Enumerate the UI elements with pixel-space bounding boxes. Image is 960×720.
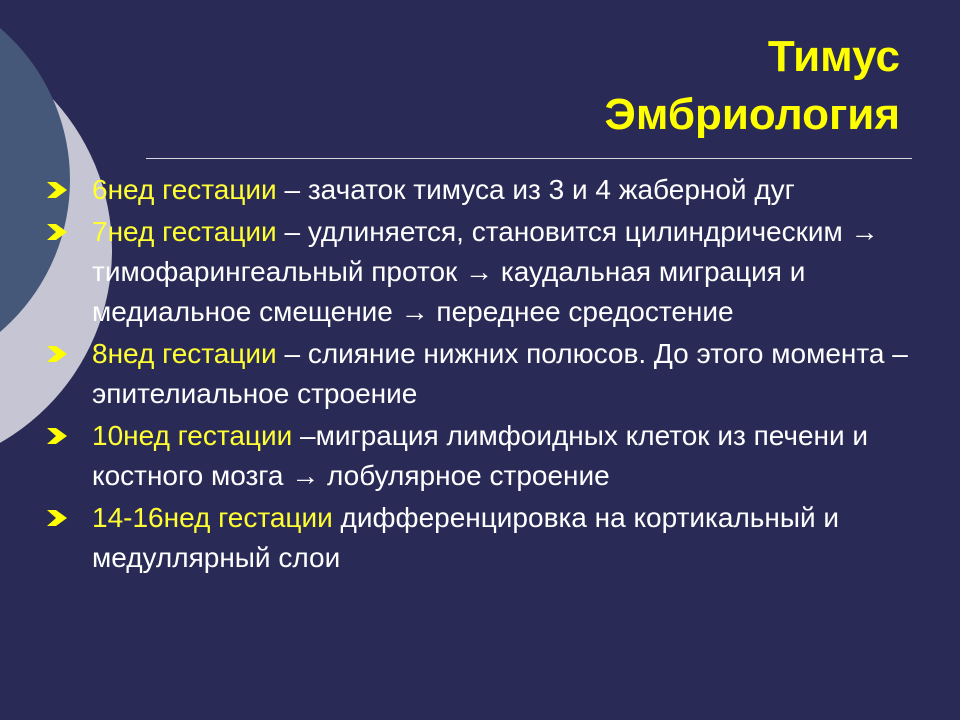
- bullet-item: [44, 212, 924, 332]
- bullet-item: [44, 334, 924, 414]
- arrowhead-check-icon: [44, 219, 70, 245]
- bullet-highlight: 8нед гестации: [92, 338, 277, 369]
- slide-title: [605, 28, 900, 144]
- bullet-text: – слияние нижних полюсов. До этого момента – эпителиальное строение: [92, 338, 908, 409]
- bullet-item: [44, 498, 924, 578]
- bullet-highlight: 14-16нед гестации: [92, 502, 333, 533]
- bullet-item: [44, 170, 924, 210]
- title-line-1: Тимус: [767, 32, 900, 81]
- arrowhead-check-icon: [44, 177, 70, 203]
- bullet-highlight: 6нед гестации: [92, 174, 277, 205]
- bullet-text: – зачаток тимуса из 3 и 4 жаберной дуг: [276, 174, 795, 205]
- title-line-2: Эмбриология: [604, 90, 900, 139]
- bullet-list: [44, 170, 924, 580]
- bullet-text: – удлиняется, становится цилиндрическим → тимофарингеальный проток → каудальная миграция и медиальное смещение → переднее средостение: [92, 216, 879, 327]
- bullet-highlight: 7нед гестации: [92, 216, 277, 247]
- bullet-highlight: 10нед гестации: [92, 420, 293, 451]
- title-divider: [146, 158, 912, 159]
- arrowhead-check-icon: [44, 505, 70, 531]
- bullet-text: –миграция лимфоидных клеток из печени и костного мозга → лобулярное строение: [92, 420, 869, 491]
- arrowhead-check-icon: [44, 341, 70, 367]
- bullet-text: дифференцировка на кортикальный и медуллярный слои: [92, 502, 840, 573]
- arrowhead-check-icon: [44, 423, 70, 449]
- bullet-item: [44, 416, 924, 496]
